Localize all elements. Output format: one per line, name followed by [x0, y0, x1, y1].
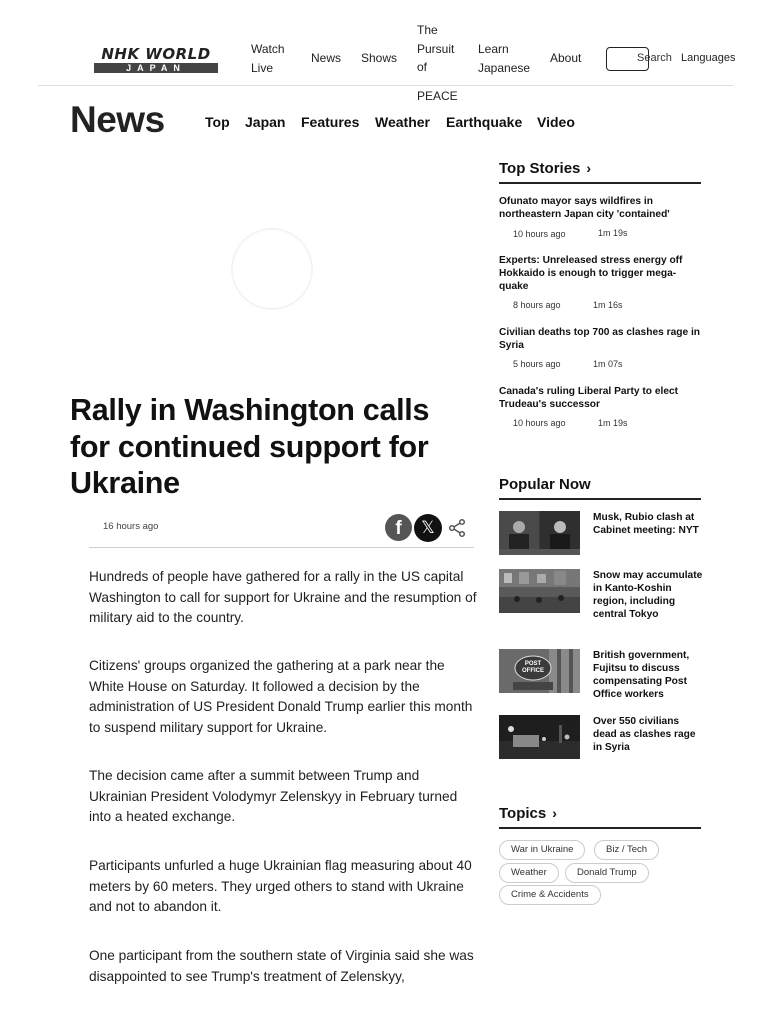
popular-title[interactable]: British government, Fujitsu to discuss compensating Post Office workers: [593, 650, 690, 700]
x-share-icon[interactable]: 𝕏: [414, 514, 442, 542]
nav-learn-line1: Learn: [478, 42, 509, 56]
nav-pursuit-of-peace[interactable]: [417, 21, 454, 87]
article-paragraph: One participant from the southern state of Virginia said she was disappointed to see Trump's treatment of Zelenskyy,: [89, 948, 474, 984]
popular-now-heading: Popular Now: [499, 476, 701, 500]
topic-tag-war-in-ukraine[interactable]: War in Ukraine: [499, 840, 585, 860]
nav-pursuit-line3: of: [417, 60, 428, 74]
article-paragraph: The decision came after a summit between Trump and Ukrainian President Volodymyr Zelenskyy in February turned into a heated exchange.: [89, 768, 458, 825]
tab-weather[interactable]: Weather: [375, 114, 430, 130]
popular-thumbnail[interactable]: [499, 511, 580, 555]
nhk-world-logo[interactable]: [94, 47, 218, 73]
top-stories-heading[interactable]: [499, 160, 701, 184]
loading-spinner-icon: [231, 228, 313, 310]
languages-menu[interactable]: Languages: [681, 52, 736, 64]
top-navigation: [38, 23, 736, 103]
chevron-right-icon: ›: [586, 160, 592, 176]
nav-about[interactable]: About: [550, 51, 582, 65]
top-story-time: 10 hours ago: [513, 418, 566, 428]
nav-pursuit-line4[interactable]: PEACE: [417, 89, 458, 103]
top-story-time: 8 hours ago: [513, 300, 561, 310]
topics-heading-text: Topics: [499, 805, 547, 822]
nav-shows[interactable]: Shows: [361, 51, 398, 65]
popular-thumbnail[interactable]: [499, 649, 580, 693]
facebook-share-icon[interactable]: f: [385, 514, 412, 541]
video-player[interactable]: [70, 150, 474, 378]
topic-tag-biz-tech[interactable]: Biz / Tech: [594, 840, 659, 860]
snow-street-image: [499, 569, 580, 613]
topic-tag-donald-trump[interactable]: Donald Trump: [565, 863, 649, 883]
popular-title[interactable]: Snow may accumulate in Kanto-Koshin region, including central Tokyo: [593, 570, 703, 620]
tab-earthquake[interactable]: Earthquake: [446, 114, 523, 130]
search-button[interactable]: Search: [606, 47, 649, 71]
top-stories-heading-text: Top Stories: [499, 160, 581, 177]
nav-learn-japanese[interactable]: [478, 40, 530, 77]
article-paragraph: Hundreds of people have gathered for a rally in the US capital Washington to call for support for Ukraine and the resumption of military aid to the country.: [89, 569, 477, 626]
tab-top[interactable]: Top: [205, 114, 230, 130]
top-story-duration: 1m 07s: [593, 359, 623, 369]
top-story-duration: 1m 19s: [598, 418, 628, 428]
nav-watch-live[interactable]: [251, 40, 285, 77]
top-story-time: 10 hours ago: [513, 229, 566, 239]
logo-wordmark: NHK WORLD: [101, 45, 211, 63]
post-office-sign-line2: OFFICE: [522, 668, 544, 674]
top-story-title[interactable]: Experts: Unreleased stress energy off Hokkaido is enough to trigger mega-quake: [499, 255, 683, 292]
article-paragraph: Citizens' groups organized the gathering at a park near the White House on Saturday. It followed a decision by the administration of US President Donald Trump earlier this month to suspend military support for Ukraine.: [89, 658, 473, 736]
chevron-right-icon: ›: [552, 805, 557, 821]
tab-japan[interactable]: Japan: [245, 114, 286, 130]
night-street-image: [499, 715, 580, 759]
section-title[interactable]: News: [70, 99, 165, 140]
topic-tag-weather[interactable]: Weather: [499, 863, 559, 883]
nav-pursuit-line1: The: [417, 23, 438, 37]
nav-watch-live-line2: Live: [251, 60, 274, 75]
top-story-time: 5 hours ago: [513, 359, 561, 369]
tab-video[interactable]: Video: [537, 114, 575, 130]
article-timestamp: 16 hours ago: [103, 521, 159, 532]
top-story-title[interactable]: Civilian deaths top 700 as clashes rage in Syria: [499, 327, 701, 351]
tab-features[interactable]: Features: [301, 114, 360, 130]
cabinet-meeting-image: [499, 511, 580, 555]
popular-title[interactable]: Over 550 civilians dead as clashes rage in Syria: [593, 716, 696, 753]
post-office-sign-line1: POST: [524, 661, 542, 667]
top-story-duration: 1m 19s: [598, 228, 628, 238]
nav-learn-line2: Japanese: [478, 60, 531, 75]
top-story-duration: 1m 16s: [593, 300, 623, 310]
logo-subtitle: JAPAN: [94, 63, 218, 73]
nav-pursuit-line2: Pursuit: [417, 41, 455, 56]
topic-tag-crime-accidents[interactable]: Crime & Accidents: [499, 885, 601, 905]
share-icon[interactable]: [447, 518, 467, 538]
post-office-sign-text: [518, 661, 548, 675]
nav-news[interactable]: News: [311, 51, 342, 65]
top-story-title[interactable]: Canada's ruling Liberal Party to elect Trudeau's successor: [499, 386, 679, 410]
nav-watch-live-line1: Watch: [251, 42, 285, 56]
article-headline: Rally in Washington calls for continued support for Ukraine: [70, 393, 430, 500]
topics-heading[interactable]: [499, 805, 701, 829]
top-story-title[interactable]: Ofunato mayor says wildfires in northeastern Japan city 'contained': [499, 196, 670, 220]
article-paragraph: Participants unfurled a huge Ukrainian flag measuring about 40 meters by 60 meters. They urged others to stand with Ukraine and not to abandon it.: [89, 858, 472, 915]
popular-title[interactable]: Musk, Rubio clash at Cabinet meeting: NYT: [593, 512, 699, 536]
popular-thumbnail[interactable]: [499, 569, 580, 613]
article-divider: [89, 547, 474, 548]
popular-thumbnail[interactable]: [499, 715, 580, 759]
